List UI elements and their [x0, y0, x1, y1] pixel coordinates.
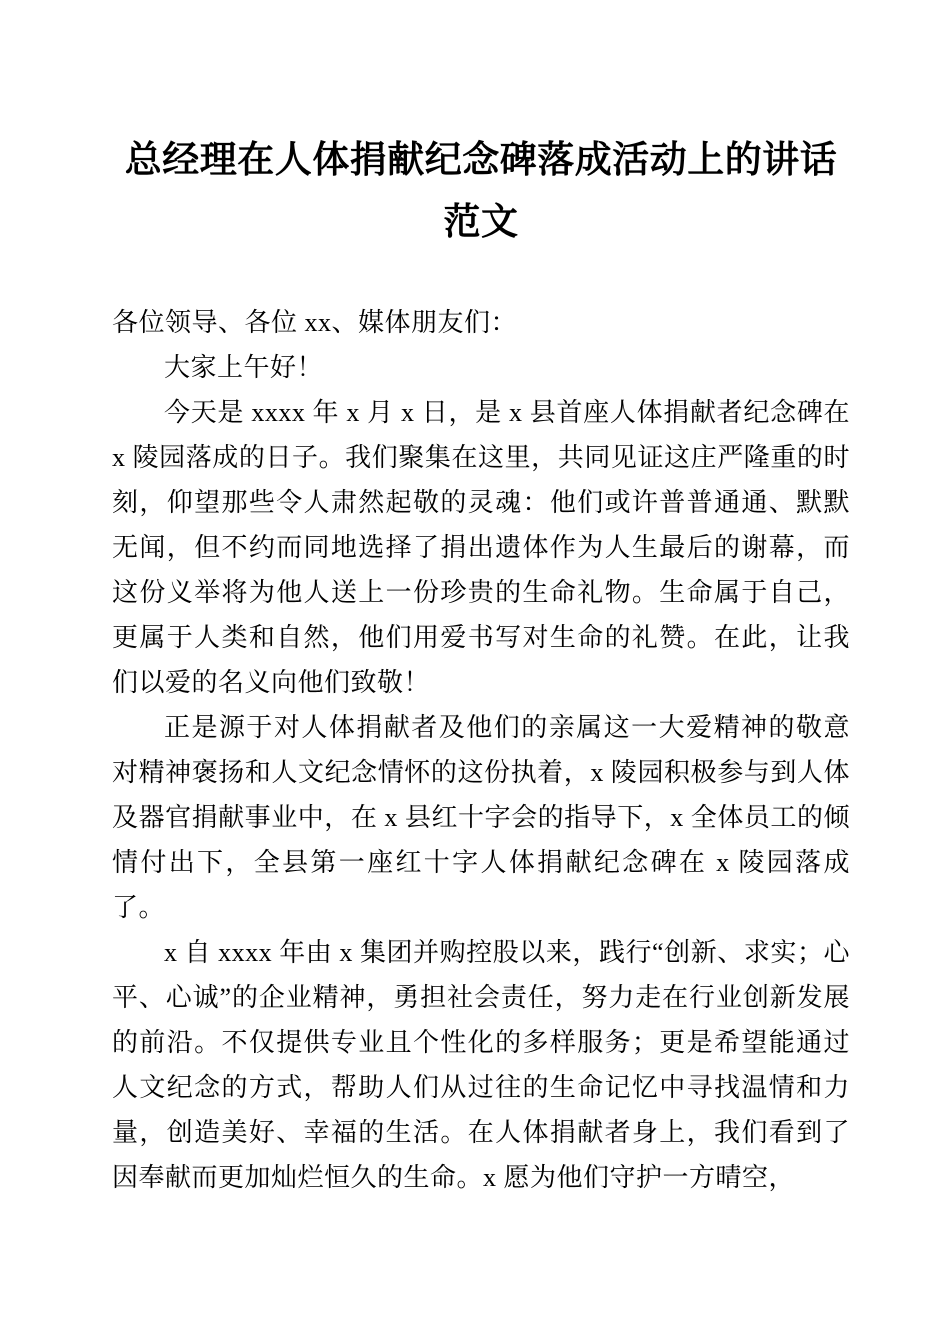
paragraph: 正是源于对人体捐献者及他们的亲属这一大爱精神的敬意对精神褒扬和人文纪念情怀的这份执着，x 陵园积极参与到人体及器官捐献事业中，在 x 县红十字会的指导下，x 全体员工的倾情付出下，全县第一座红十字人体捐献纪念碑在 x 陵园落成了。	[112, 713, 850, 922]
paragraph-salutation: 各位领导、各位 xx、媒体朋友们：	[112, 308, 518, 337]
document-title: 总经理在人体捐献纪念碑落成活动上的讲话范文	[124, 140, 838, 243]
document-body	[112, 300, 850, 1200]
paragraph: x 自 xxxx 年由 x 集团并购控股以来，践行“创新、求实；心平、心诚”的企业精神，勇担社会责任，努力走在行业创新发展的前沿。不仅提供专业且个性化的多样服务；更是希望能通过人文纪念的方式，帮助人们从过往的生命记忆中寻找温情和力量，创造美好、幸福的生活。在人体捐献者身上，我们看到了因奉献而更加灿烂恒久的生命。x 愿为他们守护一方晴空，	[112, 938, 850, 1192]
paragraph: 今天是 xxxx 年 x 月 x 日，是 x 县首座人体捐献者纪念碑在 x 陵园落成的日子。我们聚集在这里，共同见证这庄严隆重的时刻，仰望那些令人肃然起敬的灵魂：他们或许普普通通、默默无闻，但不约而同地选择了捐出遗体作为人生最后的谢幕，而这份义举将为他人送上一份珍贵的生命礼物。生命属于自己，更属于人类和自然，他们用爱书写对生命的礼赞。在此，让我们以爱的名义向他们致敬！	[112, 398, 850, 697]
paragraph-greeting: 大家上午好！	[164, 353, 324, 382]
